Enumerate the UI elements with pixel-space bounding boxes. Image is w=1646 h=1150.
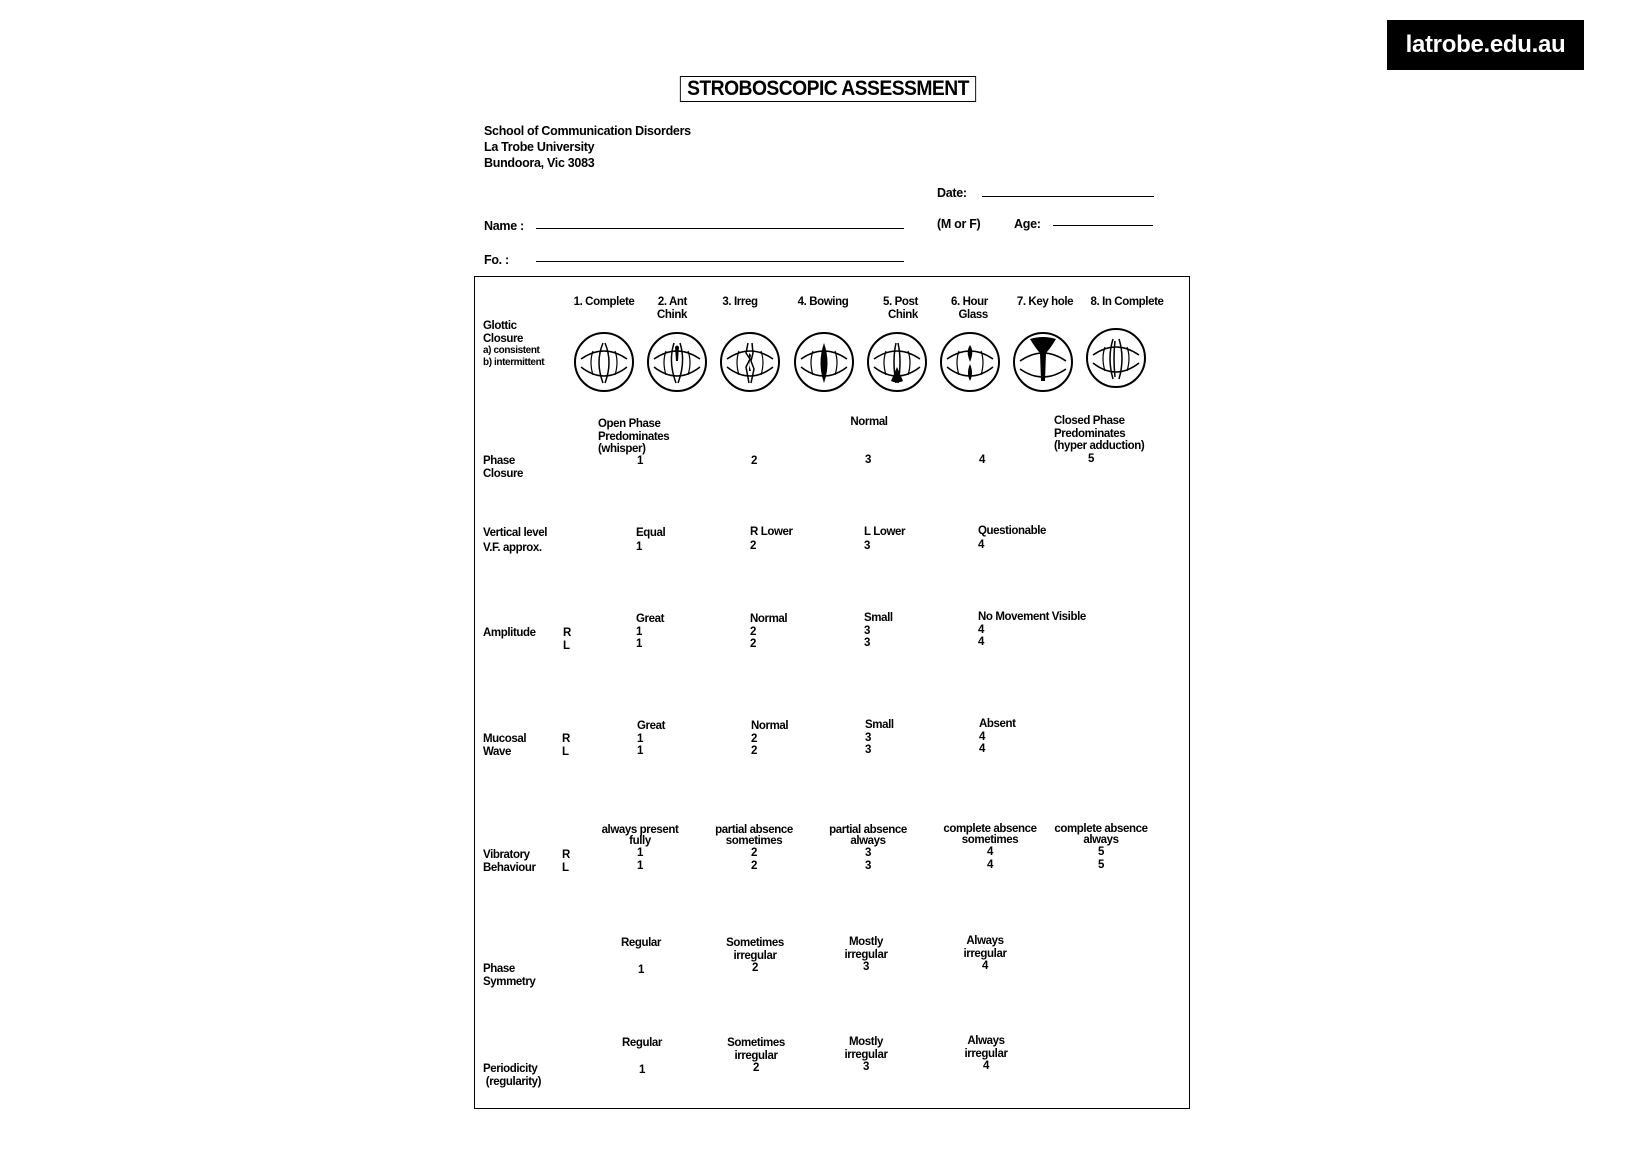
hourglass-closure-icon[interactable] <box>939 331 1001 393</box>
amplitude-option: Great 1 1 <box>636 613 665 650</box>
age-label: Age: <box>1014 217 1041 231</box>
mucosal-option: Normal 2 2 <box>751 720 789 757</box>
scale-number[interactable]: 2 <box>750 539 756 552</box>
glottic-type-label: 8. In Complete <box>1090 296 1164 308</box>
scale-number[interactable]: 4 <box>978 538 984 551</box>
address-line: Bundoora, Vic 3083 <box>484 156 595 170</box>
assessment-frame <box>474 276 1190 1109</box>
mucosal-option: Great 1 1 <box>637 720 666 757</box>
glottic-type-label: 6. Hour Glass <box>951 296 988 321</box>
scale-number[interactable]: 2 <box>751 745 757 757</box>
scale-number[interactable]: 3 <box>865 731 871 744</box>
periodicity-option: Always irregular 4 <box>964 1035 1008 1072</box>
anterior-chink-icon[interactable] <box>646 331 708 393</box>
periodicity-option: Regular 1 <box>621 1037 663 1076</box>
scale-number[interactable]: 2 <box>750 625 756 638</box>
vertical-level-label: Vertical level V.F. approx. <box>483 527 548 554</box>
scale-number[interactable]: 4 <box>987 858 993 871</box>
mucosal-option: Small 3 3 <box>865 719 894 756</box>
mucosal-wave-label: Mucosal Wave <box>483 733 527 758</box>
scale-number[interactable]: 1 <box>637 732 643 745</box>
scale-number[interactable]: 3 <box>865 454 871 466</box>
amplitude-option: No Movement Visible 4 4 <box>978 611 1086 648</box>
vibratory-option: partial absence sometimes 2 2 <box>715 824 793 872</box>
vertical-option: L Lower 3 <box>864 526 906 552</box>
scale-number[interactable]: 1 <box>636 625 642 638</box>
fo-field-line[interactable] <box>536 261 904 262</box>
glottic-closure-label: Glottic Closure <box>483 320 524 345</box>
scale-number[interactable]: 3 <box>865 847 871 859</box>
scale-number[interactable]: 2 <box>751 732 757 745</box>
sex-label: (M or F) <box>937 217 981 231</box>
vibratory-option: partial absence always 3 3 <box>829 824 907 872</box>
side-labels: R L <box>562 733 570 758</box>
address-line: La Trobe University <box>484 140 595 154</box>
amplitude-label: Amplitude <box>483 627 536 639</box>
periodicity-label: Periodicity (regularity) <box>483 1063 542 1088</box>
scale-number[interactable]: 1 <box>638 963 644 976</box>
date-field-line[interactable] <box>982 196 1154 197</box>
incomplete-closure-icon[interactable] <box>1085 327 1147 389</box>
side-labels: R L <box>562 849 570 874</box>
vibratory-behaviour-label: Vibratory Behaviour <box>483 849 536 874</box>
scale-number[interactable]: 5 <box>1098 846 1104 858</box>
glottic-type-label: 4. Bowing <box>797 296 849 308</box>
periodicity-option: Mostly irregular 3 <box>844 1036 888 1073</box>
symmetry-option: Always irregular 4 <box>963 935 1007 972</box>
school-address <box>484 123 691 171</box>
vertical-option: Equal 1 <box>636 527 666 553</box>
scale-number[interactable]: 2 <box>751 847 757 859</box>
scale-number[interactable]: 3 <box>864 637 870 649</box>
glottic-type-label: 1. Complete <box>573 296 635 308</box>
scale-number[interactable]: 4 <box>978 636 984 648</box>
vertical-option: R Lower 2 <box>750 526 793 552</box>
amplitude-option: Normal 2 2 <box>750 613 788 650</box>
phase-symmetry-label: Phase Symmetry <box>483 963 536 988</box>
vibratory-option: always present fully 1 1 <box>601 824 679 872</box>
fo-label: Fo. : <box>484 253 509 267</box>
glottic-closure-sublabel: a) consistent b) intermittent <box>483 345 545 368</box>
scale-number[interactable]: 4 <box>979 743 985 755</box>
scale-number[interactable]: 1 <box>637 859 643 872</box>
amplitude-option: Small 3 3 <box>864 612 893 649</box>
scale-number[interactable]: 2 <box>751 962 758 974</box>
normal-phase-description: Normal <box>850 416 888 428</box>
scale-number[interactable]: 3 <box>863 1061 869 1073</box>
scale-number[interactable]: 1 <box>636 540 642 553</box>
closed-phase-description: Closed Phase Predominates (hyper adduction) <box>1054 415 1145 452</box>
scale-number[interactable]: 4 <box>987 846 993 858</box>
address-line: School of Communication Disorders <box>484 124 691 138</box>
scale-number[interactable]: 5 <box>1098 858 1104 871</box>
symmetry-option: Sometimes irregular 2 <box>726 937 784 974</box>
date-label: Date: <box>937 186 967 200</box>
scale-number[interactable]: 3 <box>865 859 871 872</box>
scale-number[interactable]: 2 <box>751 859 757 872</box>
scale-number[interactable]: 1 <box>637 745 643 757</box>
glottic-type-label: 3. Irreg <box>722 296 758 308</box>
scale-number[interactable]: 3 <box>863 961 869 973</box>
scale-number[interactable]: 1 <box>637 847 643 859</box>
vibratory-option: complete absence always 5 5 <box>1054 823 1148 871</box>
vertical-option: Questionable 4 <box>978 525 1047 551</box>
scale-number[interactable]: 4 <box>983 1060 989 1072</box>
name-label: Name : <box>484 219 524 233</box>
side-labels: R L <box>563 627 571 652</box>
scale-number[interactable]: 2 <box>751 455 757 467</box>
scale-number[interactable]: 3 <box>864 539 870 552</box>
scale-number[interactable]: 3 <box>865 744 871 756</box>
scale-number[interactable]: 2 <box>752 1062 759 1074</box>
form-title: STROBOSCOPIC ASSESSMENT <box>680 76 976 102</box>
scale-number[interactable]: 1 <box>637 455 643 467</box>
posterior-chink-icon[interactable] <box>866 331 928 393</box>
bowing-closure-icon[interactable] <box>793 331 855 393</box>
complete-closure-icon[interactable] <box>573 331 635 393</box>
scale-number[interactable]: 5 <box>1088 453 1094 465</box>
irregular-closure-icon[interactable] <box>719 331 781 393</box>
symmetry-option: Regular 1 <box>620 937 662 976</box>
scale-number[interactable]: 4 <box>979 454 985 466</box>
glottic-type-label: 7. Key hole <box>1016 296 1074 308</box>
scale-number[interactable]: 4 <box>978 623 984 636</box>
mucosal-option: Absent 4 4 <box>979 718 1016 755</box>
scale-number[interactable]: 3 <box>864 624 870 637</box>
glottic-type-label: 2. Ant Chink <box>657 296 687 321</box>
scale-number[interactable]: 2 <box>750 638 756 650</box>
latrobe-badge[interactable]: latrobe.edu.au <box>1387 20 1584 70</box>
vibratory-option: complete absence sometimes 4 4 <box>943 823 1037 871</box>
scale-number[interactable]: 4 <box>979 730 985 743</box>
symmetry-option: Mostly irregular 3 <box>844 936 888 973</box>
periodicity-option: Sometimes irregular 2 <box>727 1037 785 1074</box>
scale-number[interactable]: 1 <box>639 1063 645 1076</box>
age-field-line[interactable] <box>1053 225 1153 226</box>
scale-number[interactable]: 1 <box>636 638 642 650</box>
glottic-type-label: 5. Post Chink <box>883 296 918 321</box>
name-field-line[interactable] <box>536 228 904 229</box>
keyhole-closure-icon[interactable] <box>1012 331 1074 393</box>
phase-closure-label: Phase Closure <box>483 455 524 480</box>
open-phase-description: Open Phase Predominates (whisper) <box>598 418 670 455</box>
scale-number[interactable]: 4 <box>982 960 988 972</box>
